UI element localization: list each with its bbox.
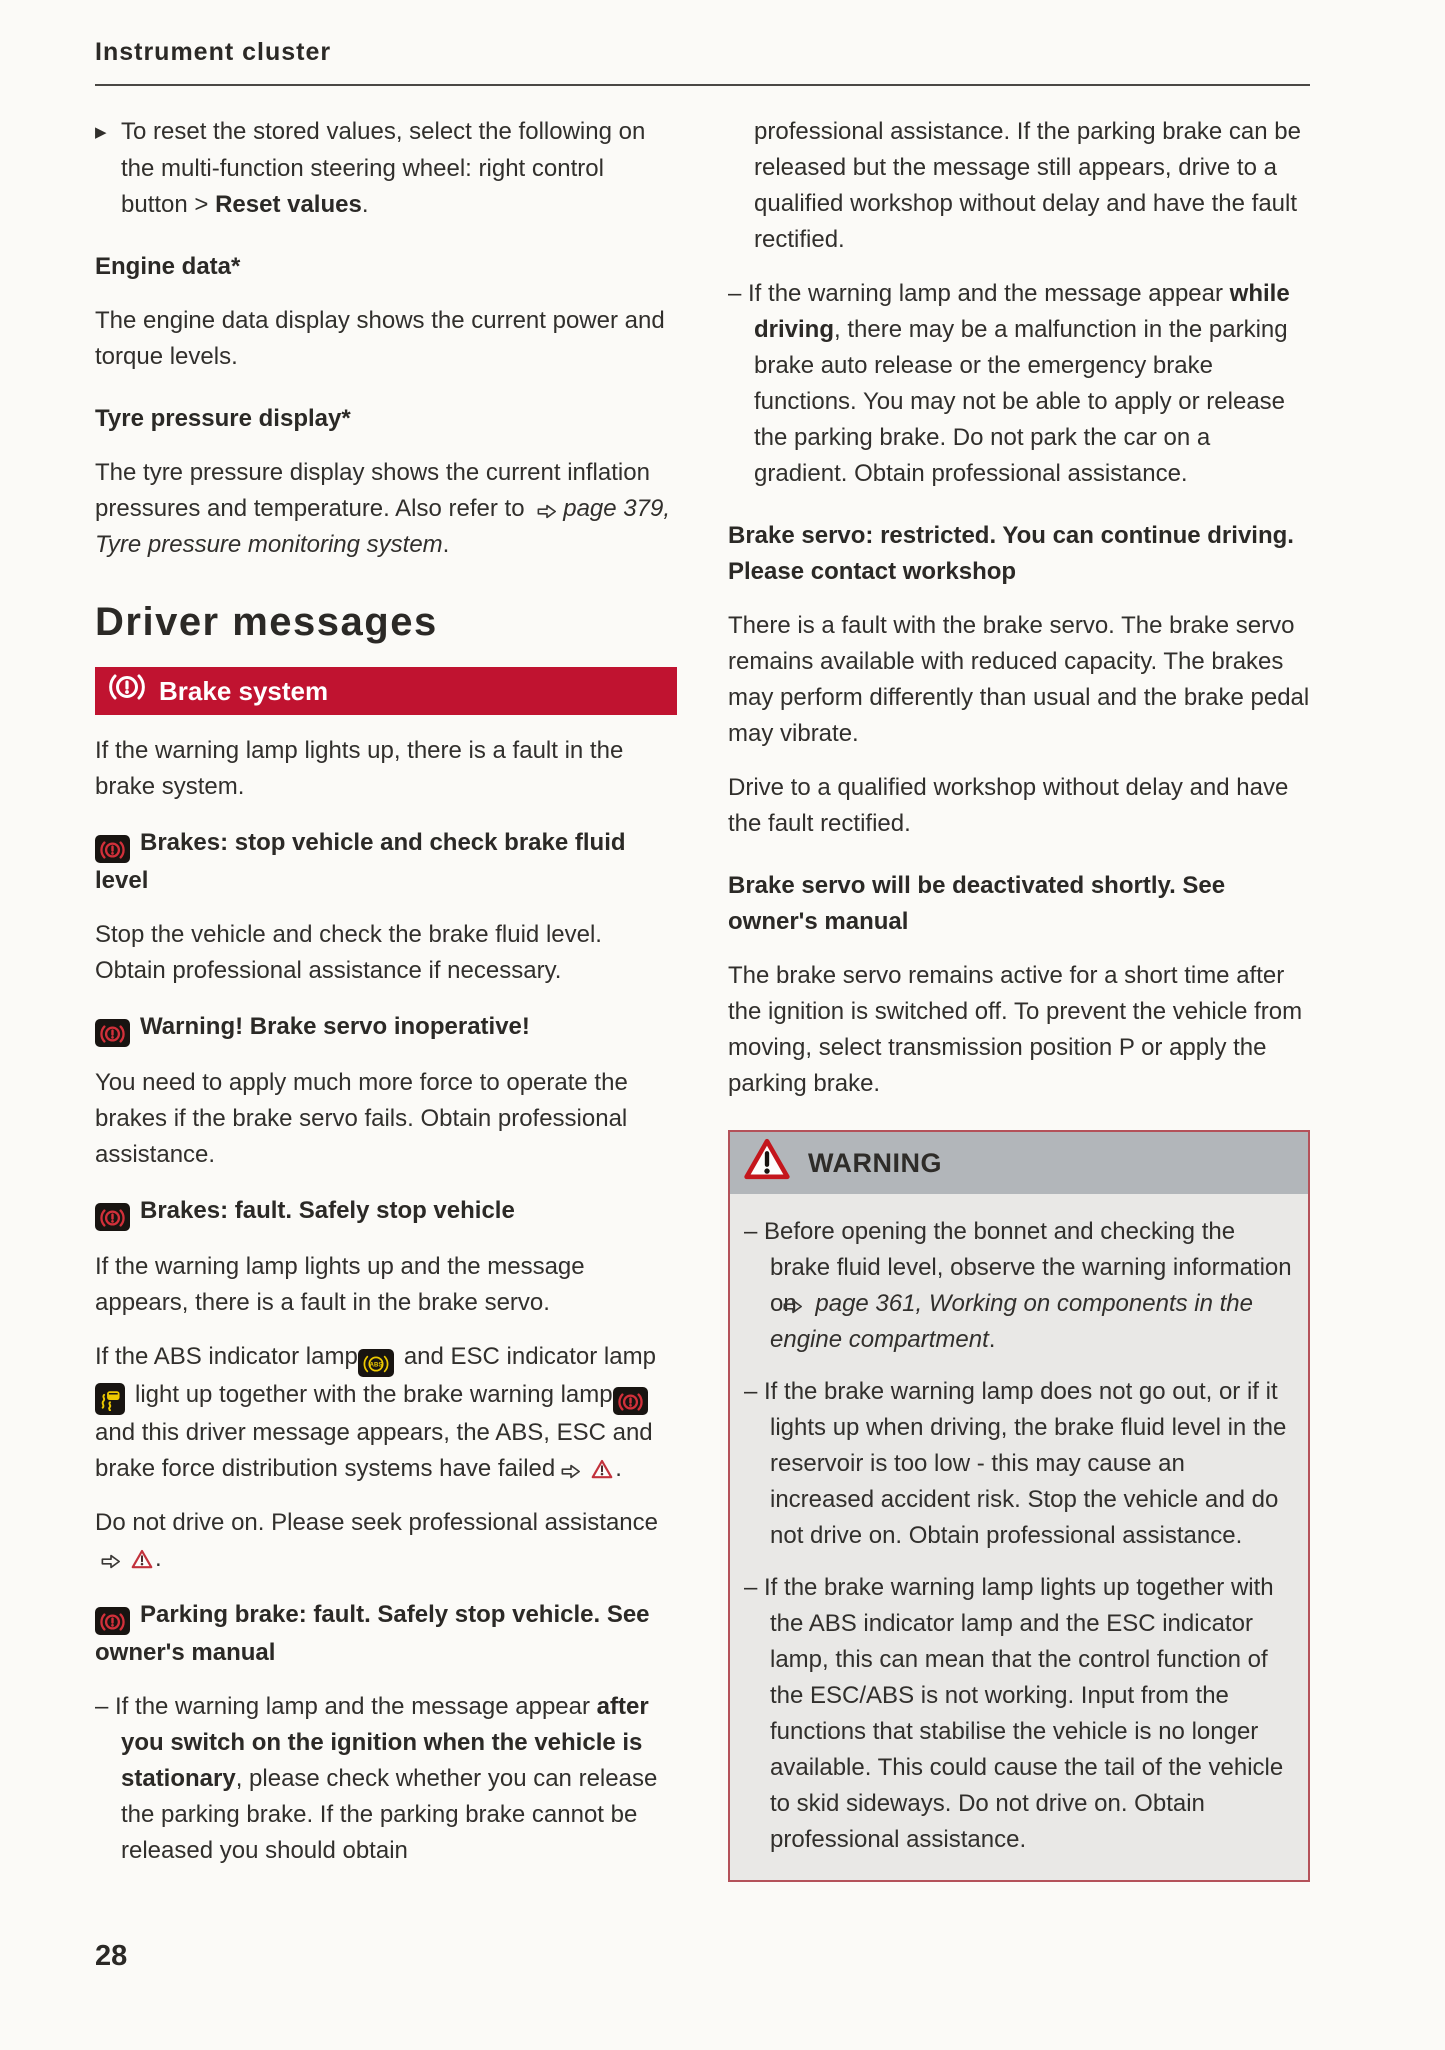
message-title-text: Brakes: stop vehicle and check brake fluid level [95, 829, 626, 894]
while-driving-text: – If the warning lamp and the message appear [728, 280, 1230, 307]
warning-item-text-end: . [988, 1326, 996, 1353]
tyre-pressure-text: The tyre pressure display shows the current inflation pressures and temperature. Also refer to [95, 459, 650, 522]
brake-servo-deactivated-heading: Brake servo will be deactivated shortly. See owner's manual [728, 872, 1226, 935]
driver-message-title [95, 1193, 677, 1231]
warning-item-reference: page 361, Working on components in the engine compartment [770, 1290, 1253, 1353]
do-not-drive-text: Do not drive on. Please seek professional assistance [95, 1509, 658, 1536]
warning-item: – If the brake warning lamp does not go out, or if it lights up when driving, the brake fluid level in the reservoir is too low - this may cause an increased accident risk. Stop the vehicle and do not drive on. Obtain professional assistance. [744, 1378, 1287, 1549]
warning-item-text: – Before opening the bonnet and checking the brake fluid level, observe the warning information on [744, 1218, 1292, 1317]
right-column [728, 96, 1310, 1882]
warning-box-header [730, 1132, 1308, 1194]
parking-brake-warning-lamp-icon [95, 1607, 130, 1635]
driver-message-title [95, 1009, 677, 1047]
tyre-pressure-heading: Tyre pressure display* [95, 405, 351, 432]
driver-messages-heading: Driver messages [95, 600, 438, 644]
brake-warning-lamp-icon [613, 1387, 648, 1415]
warning-triangle-icon [131, 1549, 153, 1569]
header-rule [95, 84, 1310, 86]
reset-text: To reset the stored values, select the following on the multi-function steering wheel: right control button > [121, 118, 646, 218]
while-driving-list-item [728, 276, 1310, 492]
brake-system-intro: If the warning lamp lights up, there is a fault in the brake system. [95, 737, 624, 800]
reset-list-item [95, 114, 677, 223]
abs-text: light up together with the brake warning lamp [135, 1381, 613, 1408]
tyre-pressure-period: . [442, 531, 450, 558]
warning-box-title: WARNING [808, 1148, 942, 1178]
reset-values-label: Reset values [215, 191, 362, 218]
engine-data-body: The engine data display shows the current power and torque levels. [95, 307, 665, 370]
warning-item [744, 1214, 1292, 1358]
cross-reference-arrow-icon [561, 1463, 581, 1480]
tyre-pressure-body [95, 455, 677, 563]
driver-message-body: You need to apply much more force to operate the brakes if the brake servo fails. Obtain professional assistance. [95, 1069, 628, 1168]
brake-warning-lamp-icon [95, 1019, 130, 1047]
message-title-text: Brakes: fault. Safely stop vehicle [140, 1197, 515, 1224]
brake-warning-icon [107, 673, 147, 709]
message-title-text: Warning! Brake servo inoperative! [140, 1013, 530, 1040]
brake-servo-restricted-body2: Drive to a qualified workshop without delay and have the fault rectified. [728, 774, 1289, 837]
left-column [95, 96, 677, 1869]
parking-brake-list-item [95, 1689, 677, 1869]
page-title: Instrument cluster [95, 38, 332, 66]
esc-indicator-icon [95, 1383, 125, 1415]
brake-servo-deactivated-body: The brake servo remains active for a short time after the ignition is switched off. To prevent the vehicle from moving, select transmission position P or apply the parking brake. [728, 962, 1303, 1097]
brake-system-banner [95, 667, 677, 715]
bullet-triangle-icon: ▶ [95, 124, 107, 141]
driver-message-title [95, 1597, 677, 1671]
cross-reference-arrow-icon [101, 1553, 121, 1570]
brake-system-banner-label: Brake system [159, 676, 329, 706]
warning-triangle-icon [591, 1459, 613, 1479]
engine-data-heading: Engine data* [95, 253, 241, 280]
warning-box-body [730, 1194, 1308, 1880]
abs-esc-paragraph [95, 1339, 677, 1487]
abs-text-end: . [615, 1455, 622, 1482]
reset-text-end: . [361, 191, 369, 218]
warning-box [728, 1130, 1310, 1882]
driver-message-body: Stop the vehicle and check the brake fluid level. Obtain professional assistance if necessary. [95, 921, 602, 984]
abs-text: and ESC indicator lamp [403, 1343, 656, 1370]
svg-text:ABS: ABS [369, 1362, 383, 1369]
tyre-pressure-reference: page 379, Tyre pressure monitoring system [95, 495, 671, 558]
abs-text: If the ABS indicator lamp [95, 1343, 358, 1370]
brake-servo-restricted-body: There is a fault with the brake servo. The brake servo remains available with reduced capacity. The brakes may perform differently than usual and the brake pedal may vibrate. [728, 612, 1310, 747]
warning-triangle-icon [744, 1138, 790, 1189]
abs-indicator-icon [358, 1349, 394, 1377]
while-driving-bold-text: while driving [754, 280, 1290, 343]
parking-brake-bold-text: after you switch on the ignition when the vehicle is stationary [121, 1693, 649, 1792]
brake-warning-lamp-icon [95, 835, 130, 863]
page-number: 28 [95, 1940, 128, 1972]
abs-text: and this driver message appears, the ABS, ESC and brake force distribution systems have failed [95, 1419, 653, 1482]
brake-servo-restricted-heading: Brake servo: restricted. You can continue driving. Please contact workshop [728, 522, 1294, 585]
parking-brake-text: – If the warning lamp and the message appear [95, 1693, 597, 1720]
cross-reference-arrow-icon [537, 503, 557, 520]
driver-message-title [95, 825, 677, 899]
while-driving-text-end: , there may be a malfunction in the parking brake auto release or the emergency brake functions. You may not be able to apply or release the parking brake. Do not park the car on a gradient. Obtain professional assistance. [754, 316, 1288, 487]
warning-item: – If the brake warning lamp lights up together with the ABS indicator lamp and the ESC indicator lamp, this can mean that the control function of the ESC/ABS is not working. Input from the functions that stabilise the vehicle is no longer available. This could cause the tail of the vehicle to skid sideways. Do not drive on. Obtain professional assistance. [744, 1574, 1284, 1853]
do-not-drive-paragraph [95, 1505, 677, 1577]
brake-warning-lamp-icon [95, 1203, 130, 1231]
driver-message-body: If the warning lamp lights up and the message appears, there is a fault in the brake servo. [95, 1253, 585, 1316]
continuation-paragraph: professional assistance. If the parking brake can be released but the message still appears, drive to a qualified workshop without delay and have the fault rectified. [754, 118, 1301, 253]
message-title-text: Parking brake: fault. Safely stop vehicle. See owner's manual [95, 1601, 650, 1666]
parking-brake-text-end: , please check whether you can release the parking brake. If the parking brake cannot be released you should obtain [121, 1765, 658, 1864]
do-not-drive-text-end: . [155, 1545, 162, 1572]
